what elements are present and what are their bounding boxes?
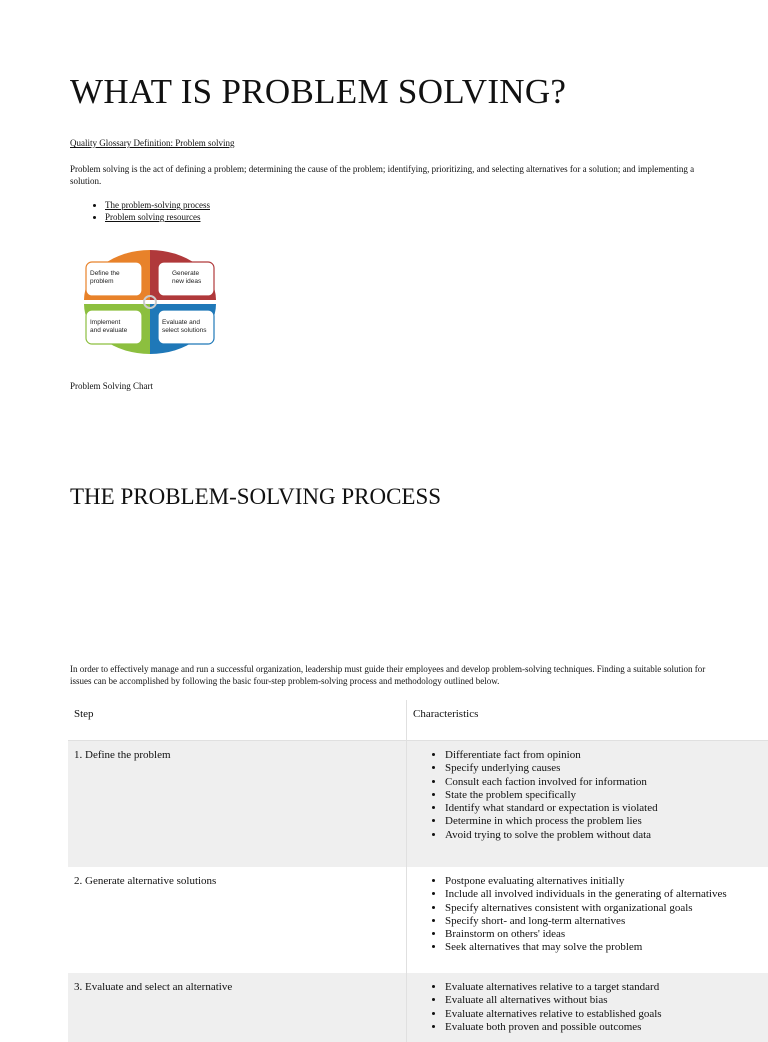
section-title: THE PROBLEM-SOLVING PROCESS xyxy=(70,484,441,510)
diagram-caption: Problem Solving Chart xyxy=(70,381,153,391)
page-title: WHAT IS PROBLEM SOLVING? xyxy=(70,72,566,112)
list-item: • Evaluate alternatives relative to a target standard xyxy=(445,981,762,994)
list-item: • Include all involved individuals in the generating of alternatives xyxy=(445,888,762,901)
list-item: • Seek alternatives that may solve the problem xyxy=(445,941,762,954)
list-item: • Identify what standard or expectation is violated xyxy=(445,802,762,815)
step-cell: 2. Generate alternative solutions xyxy=(68,867,407,973)
list-item: • Specify short- and long-term alternatives xyxy=(445,915,762,928)
characteristics-cell xyxy=(407,973,768,1042)
list-item: • Evaluate all alternatives without bias xyxy=(445,994,762,1007)
list-item: • Postpone evaluating alternatives initially xyxy=(445,875,762,888)
problem-solving-process-link[interactable]: The problem-solving process xyxy=(105,200,210,210)
list-item: • Avoid trying to solve the problem without data xyxy=(445,829,762,842)
section-intro-paragraph: In order to effectively manage and run a successful organization, leadership must guide their employees and develop problem-solving techniques. Finding a suitable solution for issues can be accomplished by following the basic four-step problem-solving process and methodology outlined below. xyxy=(70,663,720,687)
list-item: • State the problem specifically xyxy=(445,789,762,802)
glossary-definition-link[interactable]: Quality Glossary Definition: Problem solving xyxy=(70,138,235,148)
list-item: • Differentiate fact from opinion xyxy=(445,749,762,762)
label-evaluate: Evaluate and select solutions xyxy=(162,319,207,334)
label-generate: Generate new ideas xyxy=(172,270,202,285)
list-item: • Consult each faction involved for information xyxy=(445,776,762,789)
intro-paragraph: Problem solving is the act of defining a problem; determining the cause of the problem; identifying, prioritizing, and selecting alternatives for a solution; and implementing a solution. xyxy=(70,163,710,187)
characteristics-cell xyxy=(407,741,768,868)
step-cell: 3. Evaluate and select an alternative xyxy=(68,973,407,1042)
resource-links xyxy=(90,199,210,223)
header-step: Step xyxy=(68,700,407,741)
list-item: • Specify underlying causes xyxy=(445,762,762,775)
problem-solving-resources-link[interactable]: Problem solving resources xyxy=(105,212,200,222)
list-item: • Evaluate alternatives relative to established goals xyxy=(445,1008,762,1021)
table-row xyxy=(68,867,768,973)
characteristics-cell xyxy=(407,867,768,973)
label-implement: Implement and evaluate xyxy=(90,319,128,334)
table-header-row xyxy=(68,700,768,741)
list-item: • Determine in which process the problem lies xyxy=(445,815,762,828)
list-item: • Specify alternatives consistent with organizational goals xyxy=(445,902,762,915)
list-item xyxy=(105,199,210,211)
problem-solving-cycle-diagram xyxy=(80,248,220,358)
problem-solving-steps-table xyxy=(68,700,768,1042)
table-row xyxy=(68,973,768,1042)
list-item: • Evaluate both proven and possible outcomes xyxy=(445,1021,762,1034)
list-item: • Brainstorm on others' ideas xyxy=(445,928,762,941)
step-cell: 1. Define the problem xyxy=(68,741,407,868)
header-characteristics: Characteristics xyxy=(407,700,768,741)
label-define: Define the problem xyxy=(90,270,120,285)
list-item xyxy=(105,211,210,223)
table-row xyxy=(68,741,768,868)
